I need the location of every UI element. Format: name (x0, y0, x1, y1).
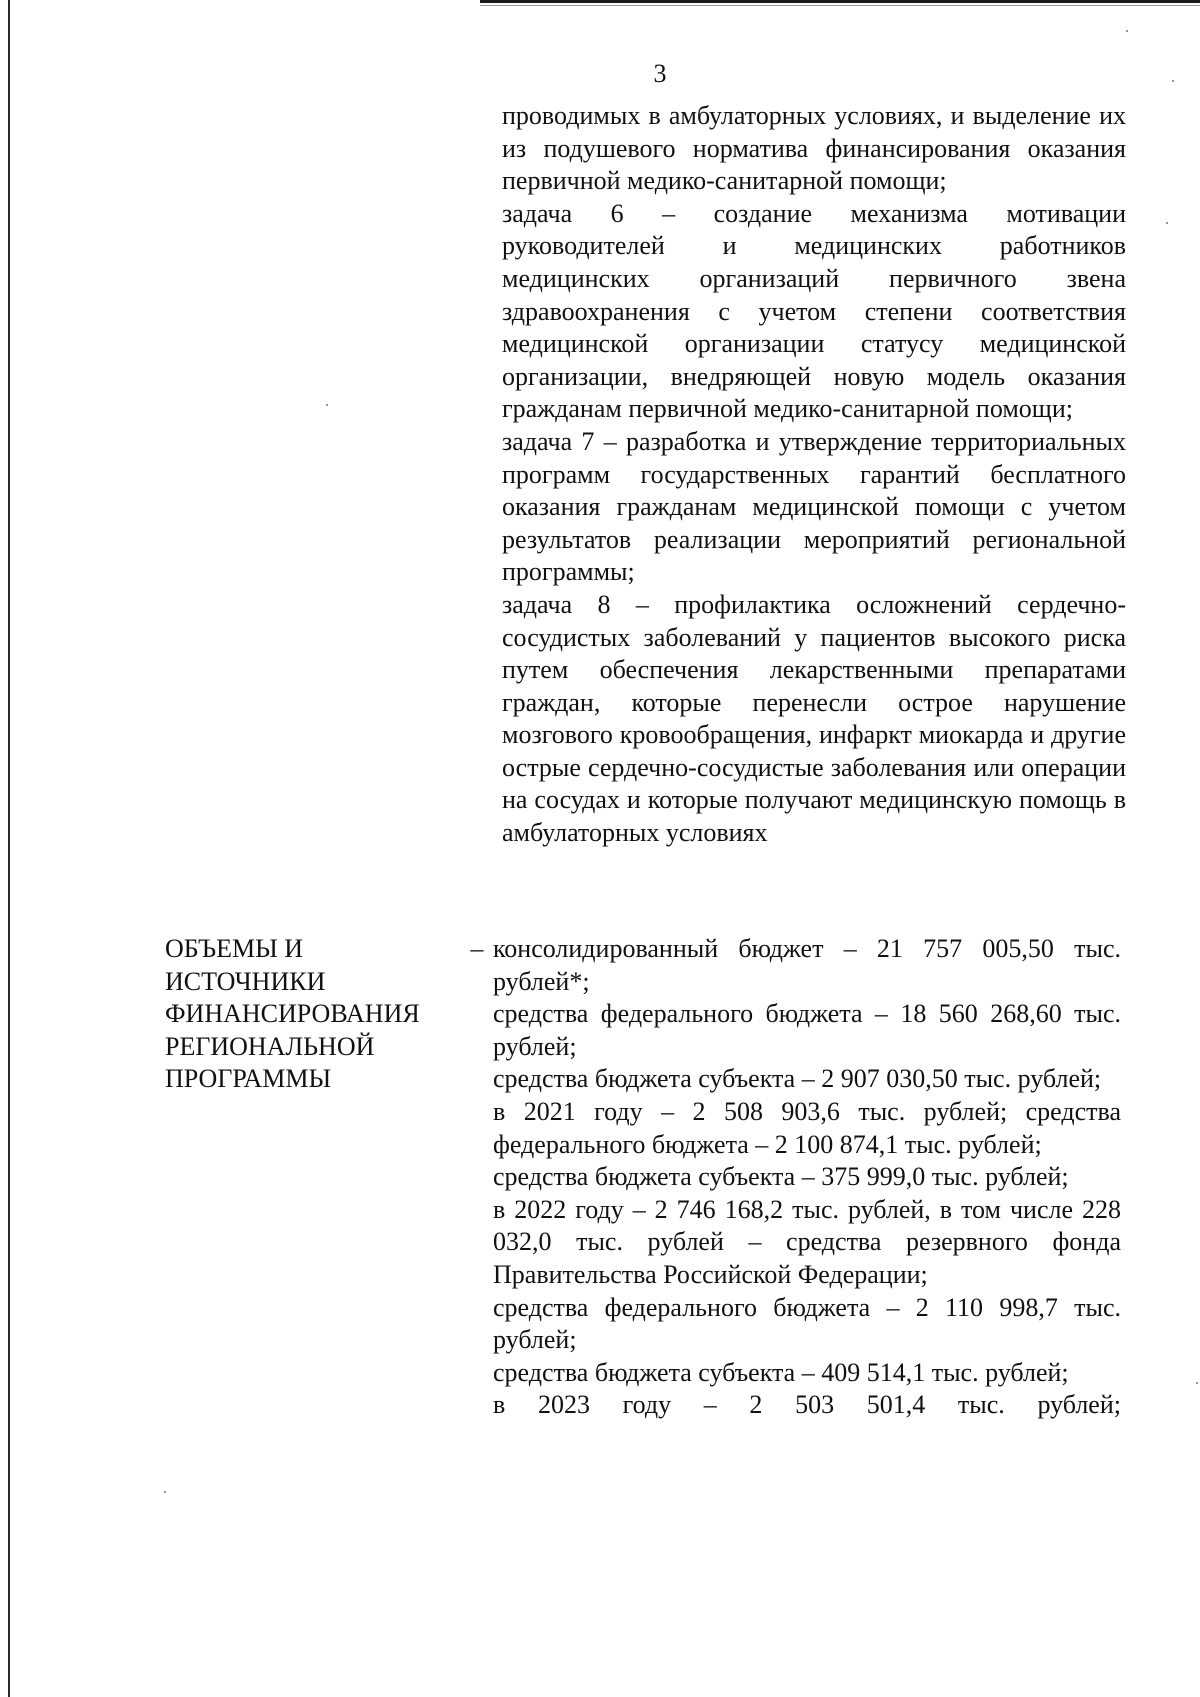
task-paragraph: задача 6 – создание механизма мотивации руководителей и медицинских работников медицинских организаций первичного звена здравоохранения с учетом степени соответствия медицинской организации статусу медицинской организации, внедряющей новую модель оказания гражданам первичной медико-санитарной помощи; (502, 198, 1126, 424)
financing-item: в 2022 году – 2 746 168,2 тыс. рублей, в том числе 228 032,0 тыс. рублей – средства резервного фонда Правительства Российской Федерации; (493, 1194, 1121, 1289)
financing-item: средства федерального бюджета – 2 110 998,7 тыс. рублей; (493, 1292, 1121, 1355)
label-line: ОБЪЕМЫ И (165, 934, 304, 963)
scan-speck (1172, 80, 1174, 82)
financing-item: средства бюджета субъекта – 409 514,1 тыс. рублей; (493, 1357, 1069, 1387)
scan-speck (326, 404, 328, 406)
financing-item: консолидированный бюджет – 21 757 005,50 тыс. рублей*; (493, 934, 1121, 996)
financing-item: средства федерального бюджета – 18 560 268,60 тыс. рублей; (493, 999, 1121, 1061)
scan-speck (1166, 222, 1168, 224)
label-line: ПРОГРАММЫ (165, 1064, 332, 1094)
tasks-continuation (502, 100, 1126, 850)
financing-item: в 2023 году – 2 503 501,4 тыс. рублей; (493, 1390, 1121, 1420)
scan-left-edge (8, 0, 10, 1697)
label-line: ИСТОЧНИКИ (165, 966, 326, 996)
label-value-dash: – (470, 934, 484, 963)
financing-item: средства бюджета субъекта – 2 907 030,50 тыс. рублей; (493, 1064, 1102, 1094)
task-paragraph: задача 8 – профилактика осложнений сердечно-сосудистых заболеваний у пациентов высокого риска путем обеспечения лекарственными препаратами граждан, которые перенесли острое нарушение мозгового кровообращения, инфаркт миокарда и другие острые сердечно-сосудистые заболевания или операции на сосудах и которые получают медицинскую помощь в амбулаторных условиях (502, 589, 1126, 848)
financing-item: в 2021 году – 2 508 903,6 тыс. рублей; средства федерального бюджета – 2 100 874,1 тыс. рублей; (493, 1096, 1121, 1159)
financing-item: средства бюджета субъекта – 375 999,0 тыс. рублей; (493, 1162, 1069, 1192)
scan-top-edge-shadow (480, 5, 1200, 6)
scan-top-edge (480, 0, 1200, 3)
page-number: 3 (653, 59, 667, 88)
scan-speck (164, 1491, 166, 1493)
label-line: РЕГИОНАЛЬНОЙ (165, 1031, 375, 1061)
financing-section-label (165, 933, 465, 1096)
task-paragraph: задача 7 – разработка и утверждение территориальных программ государственных гарантий бесплатного оказания гражданам медицинской помощи с учетом результатов реализации мероприятий региональной программы; (502, 426, 1126, 587)
scan-speck (1126, 30, 1128, 32)
financing-values (493, 933, 1121, 1422)
label-line: ФИНАНСИРОВАНИЯ (165, 999, 420, 1029)
scan-speck (1196, 1382, 1198, 1384)
task-paragraph: проводимых в амбулаторных условиях, и выделение их из подушевого норматива финансирования оказания первичной медико-санитарной помощи; (502, 101, 1126, 196)
